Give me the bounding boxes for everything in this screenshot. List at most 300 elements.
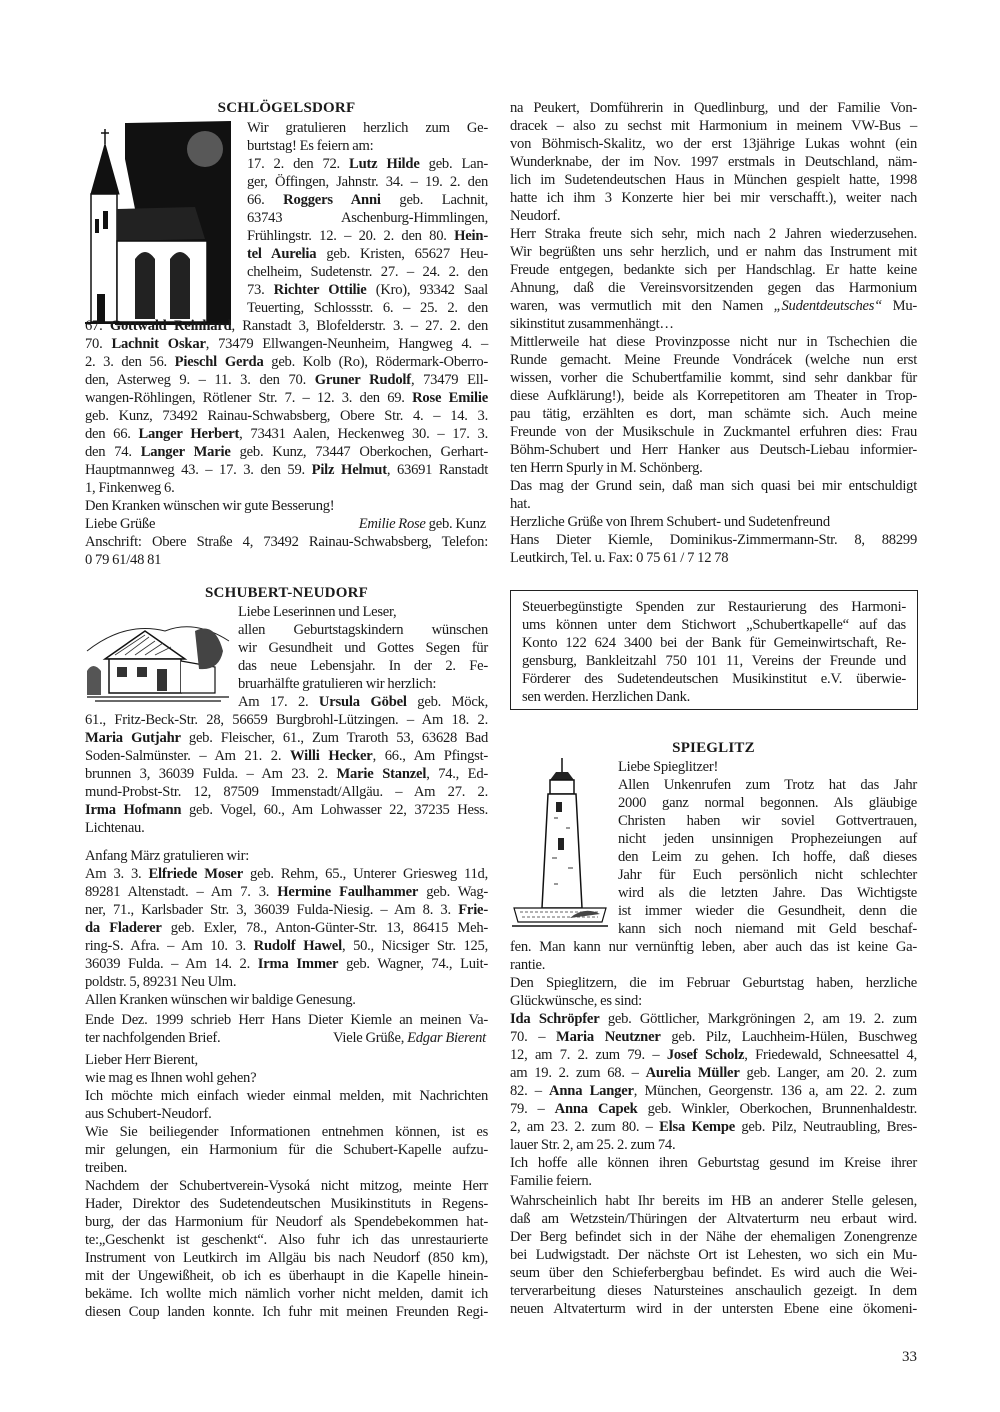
text-run: den, Asterweg 9. – 11. 3. den 70. bbox=[85, 372, 315, 388]
text-run: 73. bbox=[247, 282, 274, 298]
text-run: Leutkirch, Tel. u. Fax: 0 75 61 / 7 12 78 bbox=[510, 550, 729, 566]
text-run: , 74., Ed- bbox=[426, 766, 489, 782]
text-line bbox=[510, 477, 917, 495]
person-name: Langer Herbert bbox=[138, 426, 240, 442]
text-line bbox=[85, 1069, 488, 1087]
text-line bbox=[85, 479, 488, 497]
person-name: Elfriede Moser bbox=[148, 866, 243, 882]
text-line bbox=[85, 1141, 488, 1159]
birthday-list bbox=[510, 1010, 917, 1154]
text-run: kann sich noch niemand mit Geld beschaf- bbox=[618, 921, 917, 937]
text-run: Steuerbegünstigte Spenden zur Restaurierung des Harmoni- bbox=[522, 599, 906, 615]
text-line bbox=[510, 531, 917, 549]
text-run: Anfang März gratulieren wir: bbox=[85, 848, 250, 864]
text-run: Liebe Grüße bbox=[85, 516, 156, 532]
text-line bbox=[510, 1300, 917, 1318]
text-run: 67. bbox=[85, 318, 110, 334]
letter-salutation bbox=[85, 1051, 488, 1069]
text-line bbox=[510, 1118, 917, 1136]
italic-text: „Sudentdeutsches“ bbox=[773, 298, 883, 314]
text-run: Förderer des Sudetendeutschen Musikinstitut e.V. überwie- bbox=[522, 671, 906, 687]
text-run: Das mag der Grund sein, daß man sich quasi bei mir entschuldigt bbox=[510, 478, 917, 494]
text-line bbox=[510, 279, 917, 297]
text-run: daß am Wetzstein/Thüringen der Altvaterturm neu erbaut wird. bbox=[510, 1211, 917, 1227]
text-line bbox=[510, 441, 917, 459]
text-run: geb. Kolb (Ro), Rödermark-Oberro- bbox=[263, 354, 488, 370]
line-right bbox=[359, 515, 488, 533]
text-run: treiben. bbox=[85, 1160, 128, 1176]
text-run: geb. Kunz, 73447 Oberkochen, Gerhart- bbox=[230, 444, 488, 460]
text-line bbox=[522, 688, 906, 706]
text-run: Viele Grüße, bbox=[333, 1030, 408, 1046]
text-line bbox=[85, 497, 488, 515]
text-line bbox=[85, 711, 488, 729]
text-line bbox=[85, 1087, 488, 1105]
text-line bbox=[510, 423, 917, 441]
text-line bbox=[85, 407, 488, 425]
person-name: Lutz Hilde bbox=[349, 156, 420, 172]
text-run: pau tätig, erzählten es dort, man schämte sich. Auch meine bbox=[510, 406, 917, 422]
text-run: , 73431 Aalen, Heckenweg 30. – 17. 3. bbox=[239, 426, 488, 442]
text-line bbox=[85, 1011, 488, 1029]
text-run: Frühlingstr. 12. – 20. 2. den 80. bbox=[247, 228, 455, 244]
person-name: Hermine Faulhammer bbox=[277, 884, 419, 900]
donation-notice-text bbox=[522, 598, 906, 706]
text-line bbox=[522, 616, 906, 634]
text-run: Mittlerweile hat diese Provinzposse nicht nur in Tschechien die bbox=[510, 334, 917, 350]
birthday-list bbox=[85, 865, 488, 991]
text-line bbox=[85, 865, 488, 883]
text-line bbox=[85, 443, 488, 461]
text-run: 2, am 23. 2. zum 80. – bbox=[510, 1119, 660, 1135]
text-run: geb. Langer, am 20. 2. zum bbox=[739, 1065, 918, 1081]
text-line bbox=[85, 819, 488, 837]
text-line bbox=[85, 1159, 488, 1177]
person-name: Irma Immer bbox=[257, 956, 339, 972]
text-line bbox=[85, 1177, 488, 1195]
text-run: Anschrift: Obere Straße 4, 73492 Rainau-Schwabsberg, Telefon: bbox=[85, 534, 488, 550]
text-line bbox=[85, 919, 488, 937]
person-name: Gruner Rudolf bbox=[314, 372, 411, 388]
text-run: ten Herrn Spurly in M. Schönberg. bbox=[510, 460, 703, 476]
text-run: Wir begrüßten uns sehr herzlich, und er nahm das Instrument mit bbox=[510, 244, 917, 260]
text-run: geb. Lan- bbox=[419, 156, 488, 172]
tower-illustration bbox=[510, 758, 618, 938]
text-line bbox=[85, 1123, 488, 1141]
text-run: Lichtenau. bbox=[85, 820, 145, 836]
text-run: Der Berg befindet sich in der Nähe der ehemaligen Zonengrenze bbox=[510, 1229, 917, 1245]
text-line bbox=[85, 1303, 488, 1321]
text-run: Herr Straka freute sich sehr, mich nach 2 Jahren wiederzusehen. bbox=[510, 226, 917, 242]
person-name: Anna Capek bbox=[554, 1101, 638, 1117]
text-line bbox=[85, 1267, 488, 1285]
text-line bbox=[510, 171, 917, 189]
text-line bbox=[510, 1192, 917, 1210]
text-line bbox=[85, 335, 488, 353]
text-run: allen Geburtstagskindern wünschen bbox=[238, 622, 488, 638]
text-run: rantie. bbox=[510, 957, 546, 973]
section-heading-schubert-neudorf: SCHUBERT-NEUDORF bbox=[205, 585, 368, 601]
text-run: geb. Winkler, Oberkochen, Brunnenhaldestr. bbox=[637, 1101, 917, 1117]
letter-paragraph bbox=[510, 225, 917, 333]
text-run: 79. – bbox=[510, 1101, 555, 1117]
text-run: 0 79 61/48 81 bbox=[85, 552, 162, 568]
line-right bbox=[333, 1029, 488, 1047]
text-run: geb. Fleischer, 61., Zum Traroth 53, 63628 Bad bbox=[180, 730, 488, 746]
section-schloegelsdorf bbox=[85, 119, 488, 569]
text-run: geb. Pilz, Neutraubling, Bres- bbox=[735, 1119, 918, 1135]
text-run: , 66., Am Pfingst- bbox=[372, 748, 488, 764]
text-line bbox=[510, 153, 917, 171]
text-run: ner, 71., Karlsbader Str. 3, 36039 Fulda-Niesig. – Am 8. 3. bbox=[85, 902, 459, 918]
text-run: na Peukert, Domführerin in Quedlinburg, und der Familie Von- bbox=[510, 100, 917, 116]
text-line bbox=[510, 315, 917, 333]
text-run: 63743 Aschenburg-Himmlingen, bbox=[247, 210, 488, 226]
text-line bbox=[85, 371, 488, 389]
person-name: Anna Langer bbox=[549, 1083, 634, 1099]
text-run: 70. – bbox=[510, 1029, 557, 1045]
letter-paragraph bbox=[85, 1087, 488, 1123]
text-run: Lieber Herr Bierent, bbox=[85, 1052, 198, 1068]
text-run: terverarbeitung dieses Natursteines anschaulich gezeigt. In dem bbox=[510, 1283, 917, 1299]
signature-line bbox=[85, 515, 488, 533]
text-run: bei Ludwigstadt. Der nächste Ort ist Lehesten, wo sich ein Mu- bbox=[510, 1247, 917, 1263]
text-run: Soden-Salmünster. – Am 21. 2. bbox=[85, 748, 291, 764]
text-line bbox=[85, 461, 488, 479]
text-run: Hans Dieter Kiemle, Dominikus-Zimmermann-Str. 8, 88299 bbox=[510, 532, 917, 548]
text-run: Den Kranken wünschen wir gute Besserung! bbox=[85, 498, 335, 514]
text-run: am 19. 2. zum 68. – bbox=[510, 1065, 646, 1081]
text-run: ist immer wieder die Gesundheit, denn die bbox=[618, 903, 917, 919]
text-run: Freude entgegen, bedankte sich per Handschlag. Er hatte keine bbox=[510, 262, 917, 278]
text-run: 17. 2. den 72. bbox=[247, 156, 350, 172]
birthday-list bbox=[85, 693, 488, 837]
text-line bbox=[510, 297, 917, 315]
text-run: , 50., Nicsiger Str. 125, bbox=[341, 938, 488, 954]
text-line bbox=[510, 1246, 917, 1264]
text-line bbox=[522, 598, 906, 616]
text-run: Hader, Direktor des Sudetendeutschen Musikinstituts in Regens- bbox=[85, 1196, 488, 1212]
text-run: chelheim, Sudetenstr. 27. – 24. 2. den bbox=[247, 264, 488, 280]
text-run: geb. Kristen, 65627 Heu- bbox=[316, 246, 489, 262]
section-spieglitz bbox=[510, 758, 917, 1318]
text-run: wissen, vorher die Schubertfamilie kommt, sind sehr dankbar für bbox=[510, 370, 917, 386]
text-run: , Ranstadt 3, Blofelderstr. 3. – 27. 2. den bbox=[231, 318, 488, 334]
text-line bbox=[85, 1285, 488, 1303]
text-run: Herzliche Grüße von Ihrem Schubert- und Sudetenfreund bbox=[510, 514, 830, 530]
text-run: bekäme. Ich wollte mich nämlich vorher nicht melden, damit ich bbox=[85, 1286, 488, 1302]
text-run: seum über den Schieferbergbau befindet. Es wird auch die Wei- bbox=[510, 1265, 917, 1281]
text-run: Liebe Spieglitzer! bbox=[618, 759, 719, 775]
village-house-illustration bbox=[85, 603, 238, 711]
text-run: neuen Altvaterturm wird in der untersten Ebene eine ökomeni- bbox=[510, 1301, 917, 1317]
text-run: ter nachfolgenden Brief. bbox=[85, 1030, 221, 1046]
text-run: sen werden. Herzlichen Dank. bbox=[522, 689, 691, 705]
person-name: Maria Neutzner bbox=[556, 1029, 661, 1045]
text-line bbox=[522, 652, 906, 670]
text-line bbox=[510, 1100, 917, 1118]
section-heading-schloegelsdorf: SCHLÖGELSDORF bbox=[217, 100, 356, 116]
text-line bbox=[510, 992, 917, 1010]
person-name: Maria Gutjahr bbox=[85, 730, 181, 746]
text-run: 89281 Altenstadt. – Am 7. 3. bbox=[85, 884, 278, 900]
address-paragraph bbox=[85, 533, 488, 569]
line-left bbox=[85, 515, 155, 533]
text-run: ums können unter dem Stichwort „Schubertkapelle“ auf das bbox=[522, 617, 906, 633]
text-line bbox=[510, 207, 917, 225]
text-run: Jahr für Euch persönlich nicht schlechter bbox=[618, 867, 917, 883]
text-line bbox=[510, 405, 917, 423]
text-run: Böhm-Schubert und Herr Hanker aus Deutsch-Liebau informier- bbox=[510, 442, 917, 458]
text-run: 36039 Fulda. – Am 14. 2. bbox=[85, 956, 258, 972]
text-line bbox=[85, 1029, 488, 1047]
text-run: Konto 122 624 3400 bei der Bank für Gemeinwirtschaft, Re- bbox=[522, 635, 906, 651]
text-line bbox=[510, 351, 917, 369]
text-run: nicht jeden unsinnigen Prophezeiungen auf bbox=[618, 831, 917, 847]
text-run: diesen Coup landen konnte. Ich fuhr mit meinen Freunden Regi- bbox=[85, 1304, 488, 1320]
letter-paragraph bbox=[85, 1069, 488, 1087]
text-run: von Böhmisch-Skalitz, wo der erst 13jährige Lukas wohnt (ein bbox=[510, 136, 917, 152]
person-name: Elsa Kempe bbox=[659, 1119, 736, 1135]
text-line bbox=[85, 901, 488, 919]
donation-notice-box bbox=[510, 590, 918, 710]
person-name: Pieschl Gerda bbox=[174, 354, 264, 370]
text-line bbox=[510, 1154, 917, 1172]
text-run: ger, Öffingen, Jahnstr. 34. – 19. 2. den bbox=[247, 174, 488, 190]
text-line bbox=[510, 459, 917, 477]
text-run: den Leim zu gehen. Ich hoffe, daß dieses bbox=[618, 849, 917, 865]
text-run: geb. Rehm, 65., Unterer Griesweg 11d, bbox=[242, 866, 489, 882]
text-line bbox=[85, 533, 488, 551]
text-run: sikinstitut zusammenhängt… bbox=[510, 316, 674, 332]
text-line bbox=[510, 938, 917, 956]
text-run: wir Gesundheit und Gottes Segen für bbox=[238, 640, 488, 656]
text-line bbox=[85, 847, 488, 865]
text-run: , Friedewald, Schneesattel 4, bbox=[744, 1047, 917, 1063]
text-line bbox=[510, 225, 917, 243]
text-line bbox=[85, 389, 488, 407]
text-run: Mu- bbox=[882, 298, 917, 314]
text-run: burg, der das Harmonium für Neudorf als Spendebekommen hat- bbox=[85, 1214, 488, 1230]
text-line bbox=[510, 189, 917, 207]
text-line bbox=[85, 883, 488, 901]
text-run: Am 3. 3. bbox=[85, 866, 149, 882]
person-name: da Fladerer bbox=[85, 920, 162, 936]
text-run: te:„Geschenkt ist geschenkt“. Also fuhr ich das unrestaurierte bbox=[85, 1232, 488, 1248]
letter-paragraph bbox=[510, 333, 917, 477]
text-run: geb. Exler, 78., Anton-Günter-Str. 13, 86415 Meh- bbox=[161, 920, 488, 936]
text-run: 66. bbox=[247, 192, 284, 208]
text-run: lauer Str. 2, am 25. 2. zum 74. bbox=[510, 1137, 676, 1153]
text-run: Am 17. 2. bbox=[238, 694, 319, 710]
text-line bbox=[510, 974, 917, 992]
text-run: brunnen 3, 36039 Fulda. – Am 23. 2. bbox=[85, 766, 337, 782]
person-name: Irma Hofmann bbox=[85, 802, 182, 818]
text-run: Neudorf. bbox=[510, 208, 561, 224]
text-run: wird als die letzten Jahre. Das Wichtigste bbox=[618, 885, 917, 901]
text-run: Wahrscheinlich habt Ihr bereits im HB an anderer Stelle gelesen, bbox=[510, 1193, 917, 1209]
letter-paragraph bbox=[510, 99, 917, 225]
text-run: 2. 3. den 56. bbox=[85, 354, 175, 370]
text-run: Wir gratulieren herzlich zum Ge- bbox=[247, 120, 488, 136]
text-line bbox=[85, 747, 488, 765]
text-run: mit der Ungewißheit, ob ich es überhaupt in die Kapelle hinein- bbox=[85, 1268, 488, 1284]
person-name: Josef Scholz bbox=[666, 1047, 745, 1063]
paragraph bbox=[85, 991, 488, 1009]
text-line bbox=[522, 634, 906, 652]
text-line bbox=[510, 117, 917, 135]
text-run: Runde gemacht. Meine Freunde Vondrácek (welche nun erst bbox=[510, 352, 917, 368]
letter-paragraph bbox=[85, 1177, 488, 1321]
text-line bbox=[510, 1028, 917, 1046]
paragraph bbox=[510, 1192, 917, 1318]
text-run: , 73479 Ell- bbox=[410, 372, 489, 388]
text-line bbox=[510, 387, 917, 405]
text-run: Glückwünsche, es sind: bbox=[510, 993, 642, 1009]
text-run: hatte ich ihm 3 Konzerte hier bei mir verschafft.), weiter nach bbox=[510, 190, 917, 206]
person-name: Roggers Anni bbox=[283, 192, 381, 208]
text-run: 12, am 7. 2. zum 79. – bbox=[510, 1047, 667, 1063]
text-run: geb. Kunz bbox=[425, 516, 486, 532]
section-schubert-neudorf bbox=[85, 603, 488, 1321]
text-line bbox=[510, 1210, 917, 1228]
person-name: Pilz Helmut bbox=[311, 462, 387, 478]
text-run: Ich möchte mich einfach wieder einmal melden, mit Nachrichten bbox=[85, 1088, 488, 1104]
text-run: geb. Kunz, 73492 Rainau-Schwabsberg, Obere Str. 4. – 14. 3. bbox=[85, 408, 488, 424]
text-run: , 63691 Ranstadt bbox=[386, 462, 488, 478]
text-line bbox=[510, 1082, 917, 1100]
text-line bbox=[85, 425, 488, 443]
text-run: Ende Dez. 1999 schrieb Herr Hans Dieter Kiemle an meinen Va- bbox=[85, 1012, 488, 1028]
text-line bbox=[510, 1046, 917, 1064]
letter-closing bbox=[510, 513, 917, 531]
letter-intro bbox=[85, 1011, 488, 1047]
text-line bbox=[510, 1064, 917, 1082]
text-run: fen. Man kann nur vernünftig leben, aber auch das ist keine Ga- bbox=[510, 939, 917, 955]
text-run: dracek – also zu sechst mit Harmonium in meinem VW-Bus – bbox=[510, 118, 917, 134]
line-left bbox=[85, 1029, 220, 1047]
text-run: Wunderknabe, der im Nov. 1997 erstmals in Deutschland, näm- bbox=[510, 154, 917, 170]
text-run: aus Schubert-Neudorf. bbox=[85, 1106, 212, 1122]
person-name: Hein- bbox=[454, 228, 488, 244]
person-name: Langer Marie bbox=[140, 444, 231, 460]
text-run: (Kro), 93342 Saal bbox=[366, 282, 488, 298]
text-run: gensburg, Bankleitzahl 750 101 11, Vereins der Freunde und bbox=[522, 653, 906, 669]
text-line bbox=[85, 955, 488, 973]
text-run: den 74. bbox=[85, 444, 141, 460]
letter-paragraph bbox=[510, 477, 917, 513]
text-run: Allen Unkenrufen zum Trotz hat das Jahr bbox=[618, 777, 917, 793]
text-run: mund-Probst-Str. 12, 87509 Immenstadt/Allgäu. – Am 27. 2. bbox=[85, 784, 488, 800]
text-run: Liebe Leserinnen und Leser, bbox=[238, 604, 397, 620]
letter-continuation bbox=[510, 99, 917, 567]
text-run: Christen haben wir soviel Gottvertrauen, bbox=[618, 813, 917, 829]
paragraph bbox=[510, 1154, 917, 1190]
person-name: Rose Emilie bbox=[412, 390, 488, 406]
text-line bbox=[510, 333, 917, 351]
text-line bbox=[85, 353, 488, 371]
text-run: den 66. bbox=[85, 426, 139, 442]
text-line bbox=[510, 1264, 917, 1282]
text-run: 82. – bbox=[510, 1083, 550, 1099]
person-name: Lachnit Oskar bbox=[111, 336, 206, 352]
person-name: Aurelia Müller bbox=[645, 1065, 740, 1081]
text-line bbox=[85, 801, 488, 819]
text-line bbox=[85, 1105, 488, 1123]
section-heading-spieglitz: SPIEGLITZ bbox=[672, 740, 755, 756]
text-run: geb. Möck, bbox=[406, 694, 488, 710]
text-line bbox=[85, 1051, 488, 1069]
text-line bbox=[510, 1010, 917, 1028]
text-run: 61., Fritz-Beck-Str. 28, 56659 Burgbrohl-Lützingen. – Am 18. 2. bbox=[85, 712, 488, 728]
text-run: , München, Georgenstr. 136 a, am 22. 2. zum bbox=[633, 1083, 917, 1099]
text-run: wangen-Röhlingen, Rötlener Str. 7. – 12. 3. den 69. bbox=[85, 390, 413, 406]
person-name: Ida Schröpfer bbox=[510, 1011, 600, 1027]
text-run: Nachdem der Schubertverein-Vysoká nicht mitzog, meinte Herr bbox=[85, 1178, 488, 1194]
text-line bbox=[85, 973, 488, 991]
text-line bbox=[510, 495, 917, 513]
person-name: Gottwald Reinhard bbox=[109, 318, 232, 334]
text-run: hat. bbox=[510, 496, 531, 512]
person-name: tel Aurelia bbox=[247, 246, 317, 262]
text-line bbox=[510, 135, 917, 153]
text-run: Familie feiern. bbox=[510, 1173, 592, 1189]
text-run: Ahnung, daß die Vereinsvorsitzenden gegen das Harmonium bbox=[510, 280, 917, 296]
text-line bbox=[85, 1195, 488, 1213]
text-run: Ich hoffe alle können ihren Geburtstag gesund im Kreise ihrer bbox=[510, 1155, 917, 1171]
text-run: Allen Kranken wünschen wir baldige Genesung. bbox=[85, 992, 356, 1008]
person-name: Rudolf Hawel bbox=[253, 938, 342, 954]
text-line bbox=[510, 1172, 917, 1190]
text-line bbox=[85, 765, 488, 783]
person-name: Willi Hecker bbox=[290, 748, 373, 764]
paragraph bbox=[85, 497, 488, 515]
text-run: diese Aufklärung!), beide als Korrepetitoren am Theater in Trop- bbox=[510, 388, 917, 404]
text-run: geb. Lachnit, bbox=[380, 192, 488, 208]
text-line bbox=[510, 1136, 917, 1154]
letter-paragraph bbox=[85, 1123, 488, 1177]
text-line bbox=[85, 783, 488, 801]
text-run: Freunde von der Musikschule in Zuckmantel erfuhren dies: Frau bbox=[510, 424, 917, 440]
text-run: lich im Sudetendeutschen Haus in München gespielt hatte, 1998 bbox=[510, 172, 917, 188]
text-line bbox=[510, 549, 917, 567]
text-run: 2000 ganz normal begonnen. Als gläubige bbox=[618, 795, 917, 811]
text-run: Hauptmannweg 43. – 17. 3. den 59. bbox=[85, 462, 312, 478]
text-line bbox=[510, 513, 917, 531]
text-run: Wie Sie beiliegender Informationen entnehmen können, ist es bbox=[85, 1124, 488, 1140]
text-run: Instrument von Leutkirch im Allgäu bis nach Neudorf (850 km), bbox=[85, 1250, 488, 1266]
text-line bbox=[85, 317, 488, 335]
text-line bbox=[510, 243, 917, 261]
page-number: 33 bbox=[902, 1349, 917, 1365]
text-run: mir gelungen, ein Harmonium für die Schubert-Kapelle aufzu- bbox=[85, 1142, 488, 1158]
paragraph bbox=[510, 974, 917, 1010]
text-run: geb. Wag- bbox=[418, 884, 489, 900]
text-run: geb. Wagner, 74., Luit- bbox=[338, 956, 488, 972]
text-line bbox=[85, 515, 488, 533]
text-run: das neue Lebensjahr. In der 2. Fe- bbox=[238, 658, 488, 674]
person-name: Richter Ottilie bbox=[273, 282, 367, 298]
text-line bbox=[85, 1231, 488, 1249]
text-run: burtstag! Es feiern am: bbox=[247, 138, 374, 154]
text-run: geb. Pilz, Lauchheim-Hülen, Buschweg bbox=[660, 1029, 917, 1045]
text-run: geb. Vogel, 60., Am Lohwasser 22, 37235 Hess. bbox=[181, 802, 488, 818]
text-line bbox=[85, 1213, 488, 1231]
text-run: bruarhälfte gratulieren wir herzlich: bbox=[238, 676, 437, 692]
text-run: Den Spieglitzern, die im Februar Geburtstag haben, herzliche bbox=[510, 975, 917, 991]
text-line bbox=[510, 1228, 917, 1246]
text-line bbox=[85, 551, 488, 569]
